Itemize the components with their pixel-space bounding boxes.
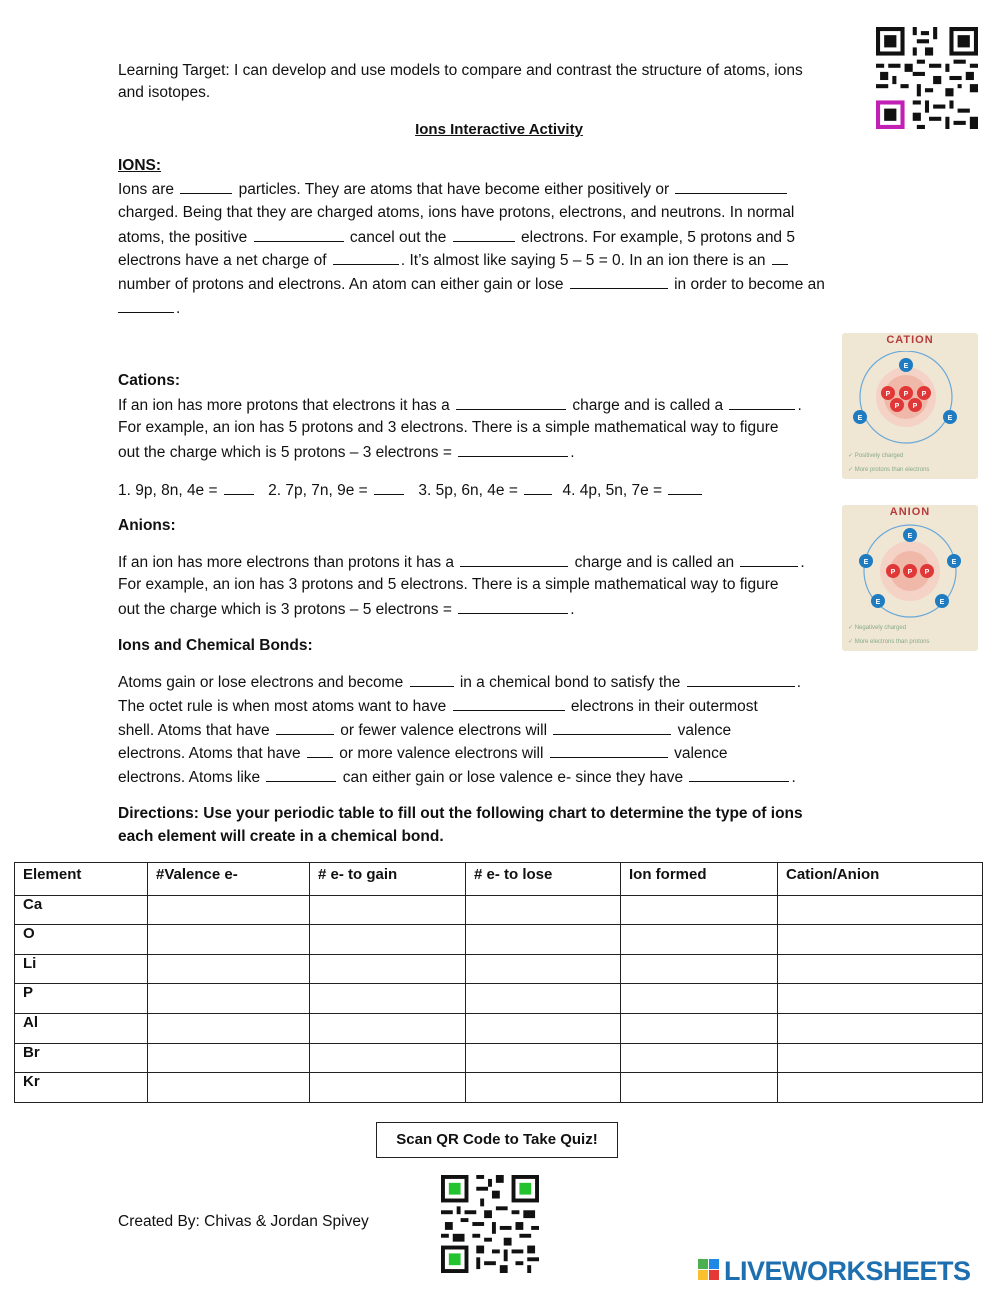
anions-text: . xyxy=(800,554,805,571)
blank-anion-result[interactable] xyxy=(458,599,568,614)
gain-cell[interactable] xyxy=(310,984,466,1014)
ions-text: number of protons and electrons. An atom can either gain or lose xyxy=(118,276,564,293)
bonds-line-4 xyxy=(118,743,728,764)
blank-unequal[interactable] xyxy=(772,250,788,265)
anions-text: . xyxy=(570,601,575,618)
brand-wordmark: LIVEWORKSHEETS xyxy=(724,1256,971,1286)
bonds-text: valence xyxy=(674,745,728,762)
ions-text: atoms, the positive xyxy=(118,229,248,246)
bonds-text: electrons in their outermost xyxy=(570,698,758,715)
gain-cell[interactable] xyxy=(310,954,466,984)
bonds-text: or fewer valence electrons will xyxy=(340,722,548,739)
lose-cell[interactable] xyxy=(466,925,621,955)
ions-text: particles. They are atoms that have become either positively or xyxy=(238,181,670,198)
blank-ions-charge-type[interactable] xyxy=(675,179,787,194)
bonds-text: valence xyxy=(677,722,732,739)
anion-caption-1: ✓ Negatively charged xyxy=(848,625,907,631)
ions-line-6 xyxy=(118,298,180,319)
element-cell: Kr xyxy=(15,1073,148,1103)
column-header-cation-anion: Cation/Anion xyxy=(778,863,983,896)
practice-item-1: 1. 9p, 8n, 4e = xyxy=(118,482,218,499)
element-cell: Br xyxy=(15,1043,148,1073)
anions-heading: Anions: xyxy=(118,517,176,534)
ions-text: . It’s almost like saying 5 – 5 = 0. In an ion there is an xyxy=(400,252,766,269)
ion-formed-cell[interactable] xyxy=(621,925,778,955)
ions-heading: IONS: xyxy=(118,157,162,174)
svg-text:P: P xyxy=(903,391,909,398)
ions-text: in order to become an xyxy=(674,276,825,293)
ions-text: Ions are xyxy=(118,181,175,198)
valence-cell[interactable] xyxy=(148,925,310,955)
cation-diagram xyxy=(842,333,978,479)
ions-text: electrons have a net charge of xyxy=(118,252,327,269)
svg-text:E: E xyxy=(939,599,945,606)
table-row xyxy=(15,895,983,925)
ion-formed-cell[interactable] xyxy=(621,1013,778,1043)
bottom-qr-code xyxy=(441,1175,539,1273)
cations-line-3 xyxy=(118,442,575,463)
ions-text: electrons. For example, 5 protons and 5 xyxy=(521,229,795,246)
cation-anion-cell[interactable] xyxy=(778,925,983,955)
directions-line-2: each element will create in a chemical bond. xyxy=(118,828,444,845)
bonds-line-5 xyxy=(118,767,796,788)
blank-cation-charge[interactable] xyxy=(456,395,566,410)
learning-target-line-1: Learning Target: I can develop and use models to compare and contrast the structure of atoms, ions xyxy=(118,62,803,79)
lose-cell[interactable] xyxy=(466,954,621,984)
liveworksheets-logo-icon xyxy=(698,1259,720,1281)
anion-caption-2: ✓ More electrons than protons xyxy=(848,639,930,645)
ions-line-1 xyxy=(118,179,789,200)
top-qr-code xyxy=(876,27,978,129)
bonds-text: . xyxy=(796,674,802,691)
blank-octet-number[interactable] xyxy=(453,696,565,711)
cations-text: out the charge which is 5 protons – 3 electrons = xyxy=(118,444,452,461)
valence-cell[interactable] xyxy=(148,1013,310,1043)
svg-text:E: E xyxy=(907,533,913,540)
valence-cell[interactable] xyxy=(148,895,310,925)
valence-cell[interactable] xyxy=(148,954,310,984)
blank-anion-charge[interactable] xyxy=(460,552,568,567)
element-cell: O xyxy=(15,925,148,955)
blank-more-number[interactable] xyxy=(307,743,333,758)
lose-cell[interactable] xyxy=(466,1013,621,1043)
cations-line-1 xyxy=(118,395,802,416)
svg-text:P: P xyxy=(924,569,930,576)
lose-cell[interactable] xyxy=(466,895,621,925)
ion-formed-cell[interactable] xyxy=(621,984,778,1014)
ion-formed-cell[interactable] xyxy=(621,1073,778,1103)
blank-practice-4[interactable] xyxy=(668,480,702,495)
anion-diagram-title: ANION xyxy=(889,506,931,518)
ion-formed-cell[interactable] xyxy=(621,954,778,984)
table-row xyxy=(15,1043,983,1073)
anions-line-1 xyxy=(118,552,805,573)
svg-text:E: E xyxy=(947,415,953,422)
bonds-text: can either gain or lose valence e- since they have xyxy=(342,769,684,786)
blank-bonds-satisfy[interactable] xyxy=(687,672,795,687)
blank-atoms-like[interactable] xyxy=(266,767,336,782)
bonds-text: Atoms gain or lose electrons and become xyxy=(118,674,404,691)
blank-fewer-action[interactable] xyxy=(553,720,671,735)
cation-anion-cell[interactable] xyxy=(778,984,983,1014)
svg-text:P: P xyxy=(890,569,896,576)
cation-anion-cell[interactable] xyxy=(778,1013,983,1043)
cations-text: . xyxy=(570,444,575,461)
ions-line-5 xyxy=(118,274,825,295)
cation-anion-cell[interactable] xyxy=(778,1073,983,1103)
cation-anion-cell[interactable] xyxy=(778,895,983,925)
directions-line-1: Directions: Use your periodic table to fill out the following chart to determine the type of ions xyxy=(118,805,803,822)
element-cell: Ca xyxy=(15,895,148,925)
anions-text: charge and is called an xyxy=(574,554,735,571)
bonds-heading: Ions and Chemical Bonds: xyxy=(118,637,313,654)
blank-more-action[interactable] xyxy=(550,743,668,758)
table-header-row xyxy=(15,863,983,896)
cation-anion-cell[interactable] xyxy=(778,954,983,984)
element-cell: Li xyxy=(15,954,148,984)
gain-cell[interactable] xyxy=(310,1043,466,1073)
svg-text:E: E xyxy=(951,559,957,566)
valence-cell[interactable] xyxy=(148,1073,310,1103)
cations-heading: Cations: xyxy=(118,372,180,389)
practice-item-4: 4. 4p, 5n, 7e = xyxy=(562,482,663,499)
scan-qr-quiz-label: Scan QR Code to Take Quiz! xyxy=(376,1122,618,1158)
anions-text: out the charge which is 3 protons – 5 electrons = xyxy=(118,601,452,618)
cations-text: charge and is called a xyxy=(572,397,724,414)
bonds-text: . xyxy=(791,769,796,786)
bonds-line-1 xyxy=(118,672,801,693)
cations-text: If an ion has more protons that electrons it has a xyxy=(118,397,450,414)
valence-cell[interactable] xyxy=(148,984,310,1014)
lose-cell[interactable] xyxy=(466,1043,621,1073)
practice-item-2: 2. 7p, 7n, 9e = xyxy=(268,482,368,499)
table-row xyxy=(15,954,983,984)
gain-cell[interactable] xyxy=(310,895,466,925)
table-row xyxy=(15,925,983,955)
anions-line-2: For example, an ion has 3 protons and 5 electrons. There is a simple mathematical way to figure xyxy=(118,576,779,593)
credits: Created By: Chivas & Jordan Spivey xyxy=(118,1213,369,1230)
column-header-ion-formed: Ion formed xyxy=(621,863,778,896)
column-header-element: Element xyxy=(15,863,148,896)
valence-cell[interactable] xyxy=(148,1043,310,1073)
blank-ions-negative[interactable] xyxy=(453,227,515,242)
bonds-text: shell. Atoms that have xyxy=(118,722,270,739)
svg-text:E: E xyxy=(875,599,881,606)
blank-since-they-have[interactable] xyxy=(689,767,789,782)
table-row xyxy=(15,1073,983,1103)
page-title: Ions Interactive Activity xyxy=(415,121,583,138)
ions-line-3 xyxy=(118,227,795,248)
bonds-text: or more valence electrons will xyxy=(339,745,544,762)
blank-cation-result[interactable] xyxy=(458,442,568,457)
ion-formed-cell[interactable] xyxy=(621,895,778,925)
ions-text: cancel out the xyxy=(349,229,447,246)
table-row xyxy=(15,1013,983,1043)
practice-item-3: 3. 5p, 6n, 4e = xyxy=(418,482,518,499)
blank-practice-2[interactable] xyxy=(374,480,404,495)
table-row xyxy=(15,984,983,1014)
blank-ions-particle-type[interactable] xyxy=(180,179,232,194)
column-header-gain: # e- to gain xyxy=(310,863,466,896)
anion-diagram xyxy=(842,505,978,651)
anions-text: If an ion has more electrons than protons it has a xyxy=(118,554,455,571)
ions-line-4 xyxy=(118,250,790,271)
cation-caption-2: ✓ More protons than electrons xyxy=(848,467,930,473)
ions-line-2: charged. Being that they are charged atoms, ions have protons, electrons, and neutrons. In normal xyxy=(118,204,795,221)
element-cell: Al xyxy=(15,1013,148,1043)
svg-text:E: E xyxy=(857,415,863,422)
learning-target-line-2: and isotopes. xyxy=(118,84,211,101)
cation-caption-1: ✓ Positively charged xyxy=(848,453,904,459)
blank-bonds-become[interactable] xyxy=(410,672,454,687)
bonds-text: in a chemical bond to satisfy the xyxy=(459,674,681,691)
svg-text:E: E xyxy=(863,559,869,566)
svg-text:P: P xyxy=(921,391,927,398)
lose-cell[interactable] xyxy=(466,984,621,1014)
svg-text:P: P xyxy=(912,403,918,410)
blank-anion-name[interactable] xyxy=(740,552,798,567)
ion-formed-cell[interactable] xyxy=(621,1043,778,1073)
bonds-text: The octet rule is when most atoms want to have xyxy=(118,698,447,715)
blank-cation-name[interactable] xyxy=(729,395,795,410)
anions-line-3 xyxy=(118,599,575,620)
blank-become-an[interactable] xyxy=(118,298,174,313)
cation-anion-cell[interactable] xyxy=(778,1043,983,1073)
ion-chart-table xyxy=(14,862,983,1103)
svg-text:P: P xyxy=(907,569,913,576)
blank-fewer-number[interactable] xyxy=(276,720,334,735)
lose-cell[interactable] xyxy=(466,1073,621,1103)
svg-text:P: P xyxy=(894,403,900,410)
column-header-valence: #Valence e- xyxy=(148,863,310,896)
column-header-lose: # e- to lose xyxy=(466,863,621,896)
gain-cell[interactable] xyxy=(310,925,466,955)
bonds-line-2 xyxy=(118,696,758,717)
blank-net-charge[interactable] xyxy=(333,250,399,265)
svg-text:E: E xyxy=(903,363,909,370)
bonds-text: electrons. Atoms that have xyxy=(118,745,301,762)
cations-line-2: For example, an ion has 5 protons and 3 electrons. There is a simple mathematical way to figure xyxy=(118,419,779,436)
table-body xyxy=(15,895,983,1102)
bonds-text: electrons. Atoms like xyxy=(118,769,261,786)
blank-practice-3[interactable] xyxy=(524,480,552,495)
practice-line xyxy=(118,480,704,501)
cations-text: . xyxy=(797,397,802,414)
bonds-line-3 xyxy=(118,720,731,741)
element-cell: P xyxy=(15,984,148,1014)
ions-text: . xyxy=(176,300,181,317)
gain-cell[interactable] xyxy=(310,1013,466,1043)
gain-cell[interactable] xyxy=(310,1073,466,1103)
cation-diagram-title: CATION xyxy=(886,334,934,346)
blank-ions-positive[interactable] xyxy=(254,227,344,242)
svg-text:P: P xyxy=(885,391,891,398)
blank-gain-lose[interactable] xyxy=(570,274,668,289)
blank-practice-1[interactable] xyxy=(224,480,254,495)
